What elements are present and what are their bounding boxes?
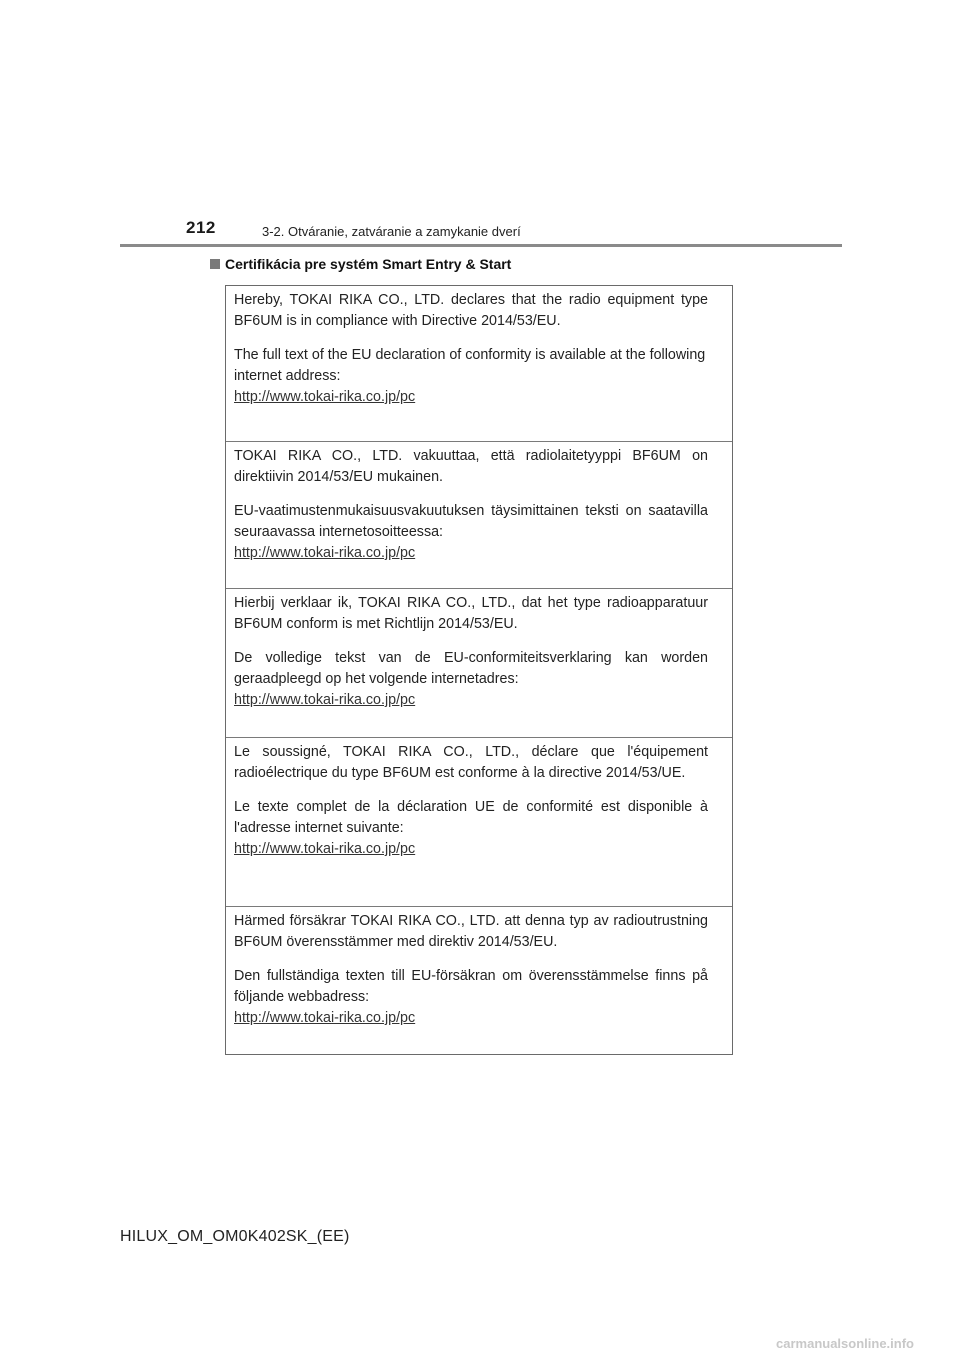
- certification-box: [225, 285, 733, 1055]
- declaration-text: Le soussigné, TOKAI RIKA CO., LTD., déclare que l'équipement radioélectrique du type BF6UM est conforme à la directive 2014/53/UE.: [234, 744, 708, 781]
- watermark: carmanualsonline.info: [776, 1336, 914, 1351]
- declaration-link[interactable]: http://www.tokai-rika.co.jp/pc: [234, 1010, 416, 1026]
- availability-text: Le texte complet de la déclaration UE de conformité est disponible à l'adresse internet suivante:: [234, 799, 708, 836]
- declaration-link[interactable]: http://www.tokai-rika.co.jp/pc: [234, 841, 416, 857]
- declaration-text: Hereby, TOKAI RIKA CO., LTD. declares that the radio equipment type BF6UM is in compliance with Directive 2014/53/EU.: [234, 292, 708, 329]
- section-heading-text: Certifikácia pre systém Smart Entry & Start: [225, 256, 512, 272]
- availability-text: Den fullständiga texten till EU-försäkran om överensstämmelse finns på följande webbadress:: [234, 968, 708, 1005]
- availability-text: De volledige tekst van de EU-conformiteitsverklaring kan worden geraadpleegd op het volgende internetadres:: [234, 650, 708, 687]
- header-divider: [120, 244, 842, 247]
- cert-block-swedish: [226, 906, 732, 1029]
- section-heading: [210, 256, 511, 272]
- page-number: 212: [186, 218, 216, 237]
- chapter-title: 3-2. Otváranie, zatváranie a zamykanie dverí: [262, 224, 521, 239]
- declaration-text: Hierbij verklaar ik, TOKAI RIKA CO., LTD., dat het type radioapparatuur BF6UM conform is met Richtlijn 2014/53/EU.: [234, 595, 708, 632]
- declaration-text: TOKAI RIKA CO., LTD. vakuuttaa, että radiolaitetyyppi BF6UM on direktiivin 2014/53/EU mukainen.: [234, 448, 708, 485]
- cert-block-finnish: [226, 441, 732, 564]
- declaration-link[interactable]: http://www.tokai-rika.co.jp/pc: [234, 545, 416, 561]
- cert-block-english: [226, 290, 732, 408]
- footer-model-code: HILUX_OM_OM0K402SK_(EE): [120, 1228, 350, 1245]
- declaration-link[interactable]: http://www.tokai-rika.co.jp/pc: [234, 692, 416, 708]
- cert-block-dutch: [226, 588, 732, 711]
- declaration-link[interactable]: http://www.tokai-rika.co.jp/pc: [234, 389, 416, 405]
- availability-text: The full text of the EU declaration of conformity is available at the following internet address:: [234, 347, 706, 384]
- availability-text: EU-vaatimustenmukaisuusvakuutuksen täysimittainen teksti on saatavilla seuraavassa internetosoitteessa:: [234, 503, 708, 540]
- cert-block-french: [226, 737, 732, 860]
- declaration-text: Härmed försäkrar TOKAI RIKA CO., LTD. att denna typ av radioutrustning BF6UM överensstämmer med direktiv 2014/53/EU.: [234, 913, 708, 950]
- square-bullet-icon: [210, 259, 220, 269]
